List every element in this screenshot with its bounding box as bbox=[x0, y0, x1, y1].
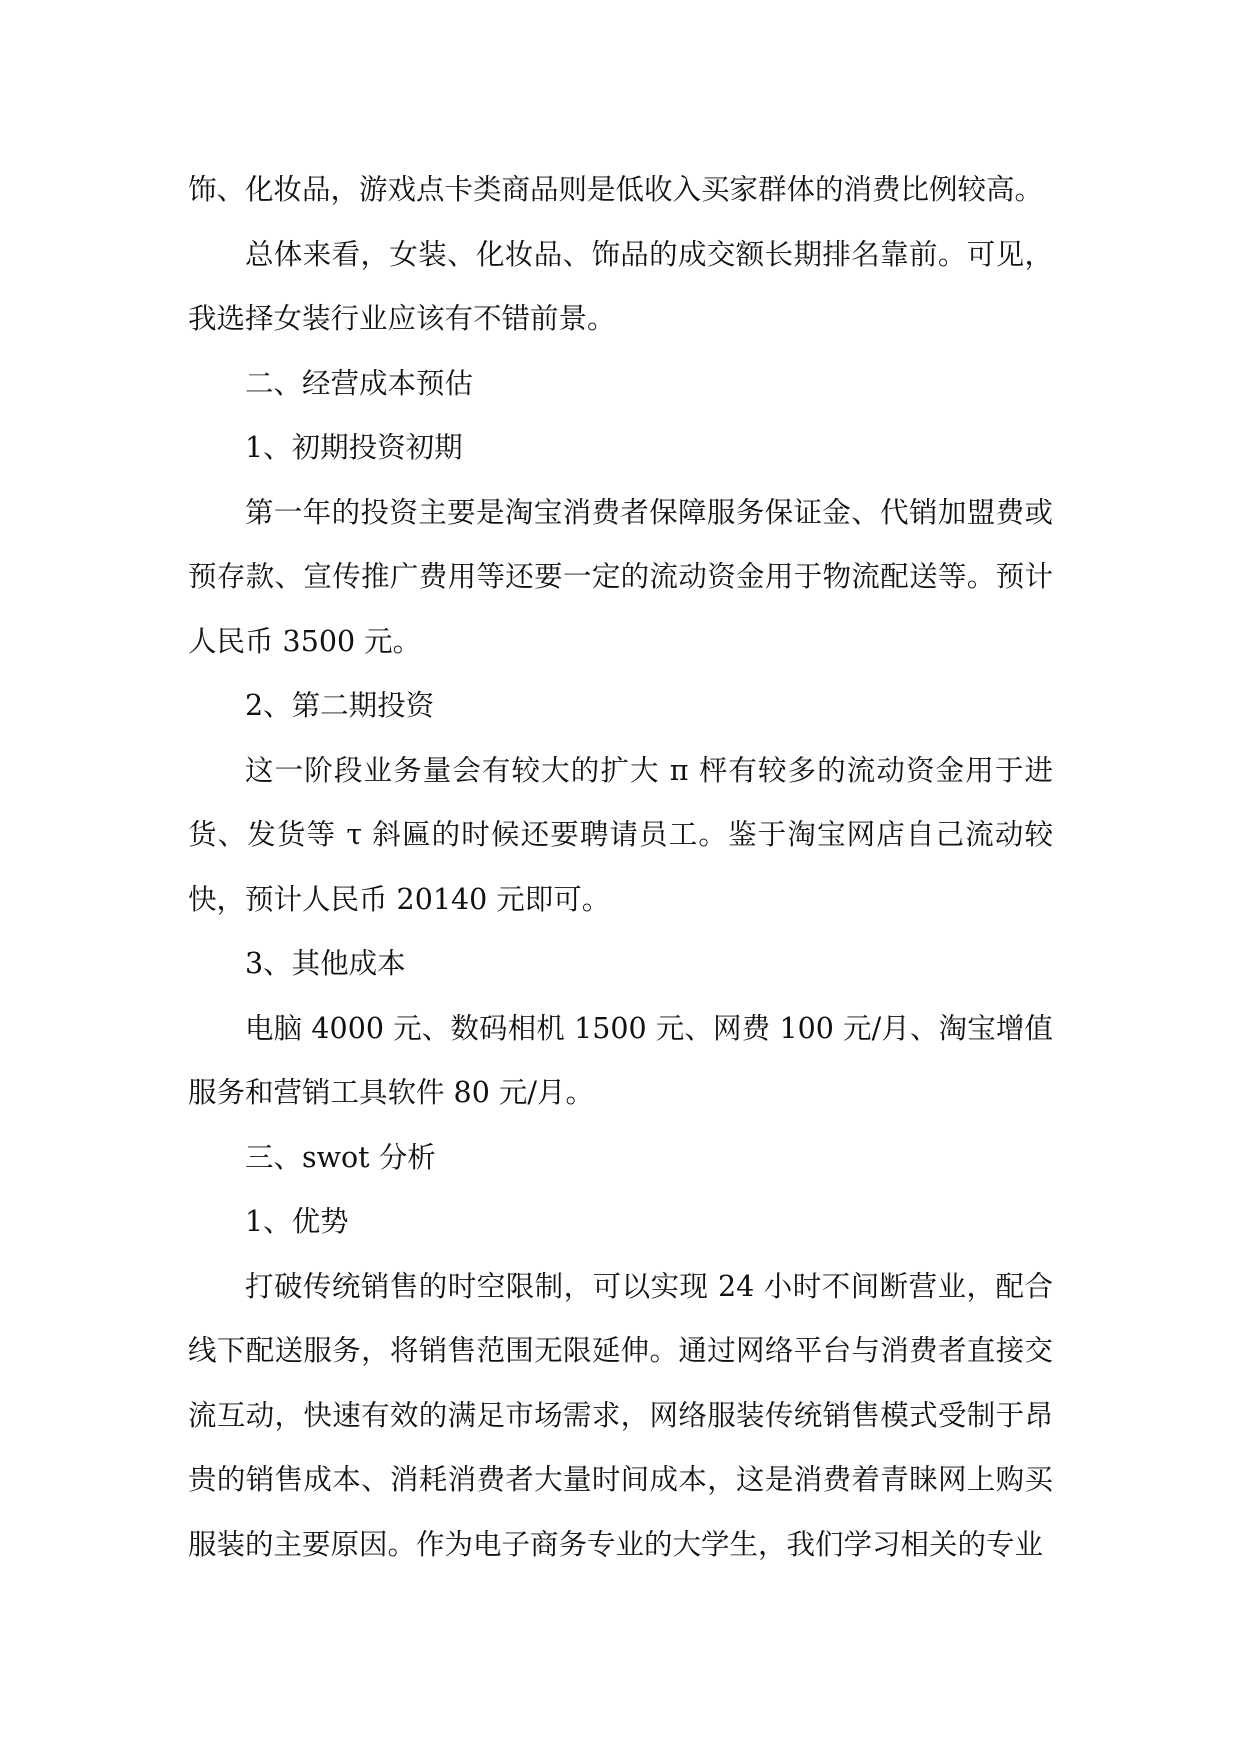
subheading-strengths: 1、优势 bbox=[245, 1205, 349, 1238]
section-heading-cost-estimate: 二、经营成本预估 bbox=[245, 366, 474, 400]
paragraph-1: 饰、化妆品，游戏点卡类商品则是低收入买家群体的消费比例较高。 bbox=[188, 173, 1044, 206]
subheading-other-costs: 3、其他成本 bbox=[245, 947, 406, 980]
paragraph-initial-investment: 第一年的投资主要是淘宝消费者保障服务保证金、代销加盟费或预存款、宣传推广费用等还要一定的流动资金用于物流配送等。预计人民币 3500 元。 bbox=[188, 495, 1053, 658]
document-body bbox=[188, 158, 1053, 1577]
paragraph-other-costs: 电脑 4000 元、数码相机 1500 元、网费 100 元/月、淘宝增值服务和营销工具软件 80 元/月。 bbox=[188, 1011, 1053, 1109]
paragraph-strengths: 打破传统销售的时空限制，可以实现 24 小时不间断营业，配合线下配送服务，将销售范围无限延伸。通过网络平台与消费者直接交流互动，快速有效的满足市场需求，网络服装传统销售模式受制于昂贵的销售成本、消耗消费者大量时间成本，这是消费着青睐网上购买服装的主要原因。作为电子商务专业的大学生，我们学习相关的专业 bbox=[188, 1269, 1053, 1561]
subheading-second-investment: 2、第二期投资 bbox=[245, 689, 435, 722]
paragraph-second-investment: 这一阶段业务量会有较大的扩大 π 枰有较多的流动资金用于进货、发货等 τ 斜匾的时候还要聘请员工。鉴于淘宝网店自己流动较快，预计人民币 20140 元即可。 bbox=[188, 753, 1053, 916]
paragraph-2: 总体来看，女装、化妆品、饰品的成交额长期排名靠前。可见，我选择女装行业应该有不错前景。 bbox=[188, 237, 1053, 335]
subheading-initial-investment: 1、初期投资初期 bbox=[245, 431, 463, 464]
section-heading-swot: 三、swot 分析 bbox=[245, 1140, 436, 1174]
